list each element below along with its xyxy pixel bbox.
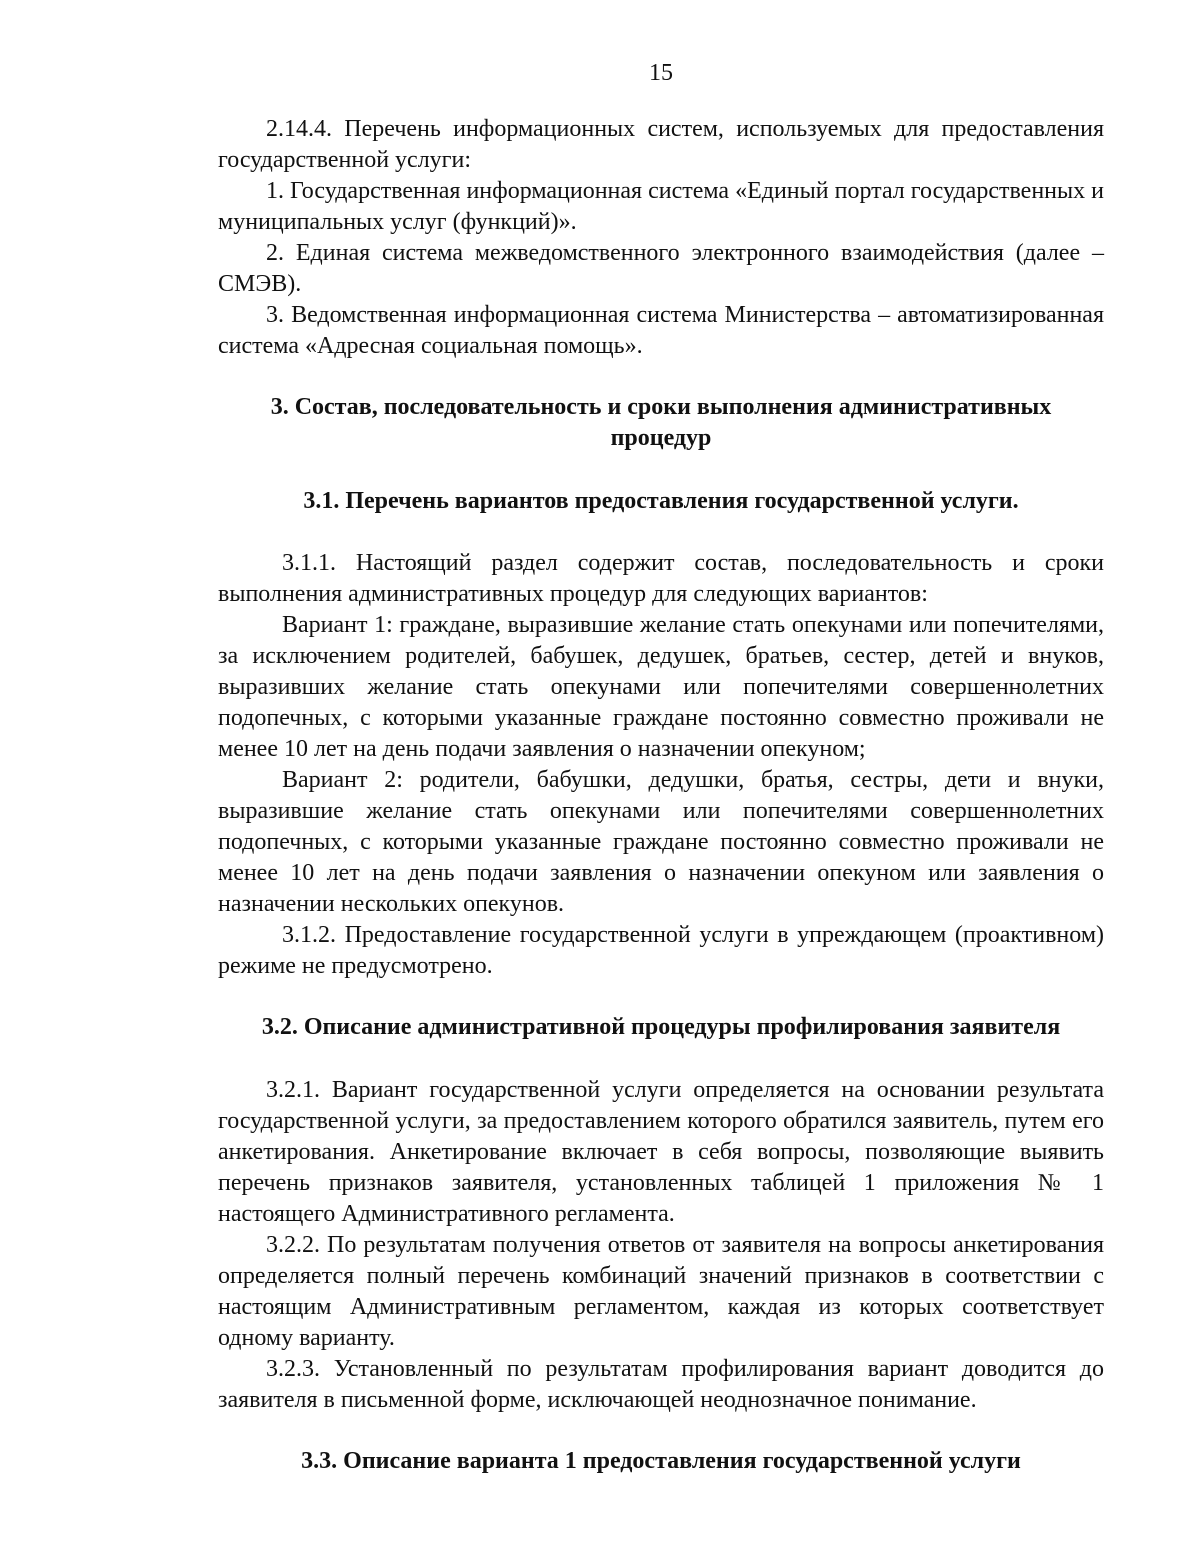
paragraph-variant-2: Вариант 2: родители, бабушки, дедушки, братья, сестры, дети и внуки, выразившие желание стать опекунами или попечителями совершеннолетних подопечных, с которыми указанные граждане постоянно совместно проживали не менее 10 лет на день подачи заявления о назначении опекуном или заявления о назначении нескольких опекунов.: [218, 767, 1104, 917]
paragraph-2-14-4: 2.14.4. Перечень информационных систем, используемых для предоставления государственной услуги:: [218, 116, 1104, 173]
paragraph-3-2-2: 3.2.2. По результатам получения ответов от заявителя на вопросы анкетирования определяется полный перечень комбинаций значений признаков в соответствии с настоящим Административным регламентом, каждая из которых соответствует одному варианту.: [218, 1232, 1104, 1351]
list-item-3: 3. Ведомственная информационная система Министерства – автоматизированная система «Адресная социальная помощь».: [218, 302, 1104, 359]
document-page: [218, 58, 1104, 1477]
list-item-2: 2. Единая система межведомственного электронного взаимодействия (далее – СМЭВ).: [218, 240, 1104, 297]
list-item-1: 1. Государственная информационная система «Единый портал государственных и муниципальных услуг (функций)».: [218, 178, 1104, 235]
paragraph-3-1-1: 3.1.1. Настоящий раздел содержит состав, последовательность и сроки выполнения административных процедур для следующих вариантов:: [218, 550, 1104, 607]
paragraph-3-1-2: 3.1.2. Предоставление государственной услуги в упреждающем (проактивном) режиме не предусмотрено.: [218, 922, 1104, 979]
section-heading-3: 3. Состав, последовательность и сроки выполнения административных процедур: [270, 394, 1052, 451]
paragraph-3-2-1: 3.2.1. Вариант государственной услуги определяется на основании результата государственной услуги, за предоставлением которого обратился заявитель, путем его анкетирования. Анкетирование включает в себя вопросы, позволяющие выявить перечень признаков заявителя, установленных таблицей 1 приложения № 1 настоящего Административного регламента.: [218, 1077, 1104, 1227]
subsection-heading-3-1: 3.1. Перечень вариантов предоставления государственной услуги.: [303, 488, 1019, 514]
page-number: 15: [649, 60, 673, 86]
paragraph-3-2-3: 3.2.3. Установленный по результатам профилирования вариант доводится до заявителя в письменной форме, исключающей неоднозначное понимание.: [218, 1356, 1104, 1413]
subsection-heading-3-3: 3.3. Описание варианта 1 предоставления государственной услуги: [301, 1448, 1021, 1474]
subsection-heading-3-2: 3.2. Описание административной процедуры профилирования заявителя: [261, 1014, 1061, 1040]
paragraph-variant-1: Вариант 1: граждане, выразившие желание стать опекунами или попечителями, за исключением родителей, бабушек, дедушек, братьев, сестер, детей и внуков, выразивших желание стать опекунами или попечителями совершеннолетних подопечных, с которыми указанные граждане постоянно совместно проживали не менее 10 лет на день подачи заявления о назначении опекуном;: [218, 612, 1104, 762]
